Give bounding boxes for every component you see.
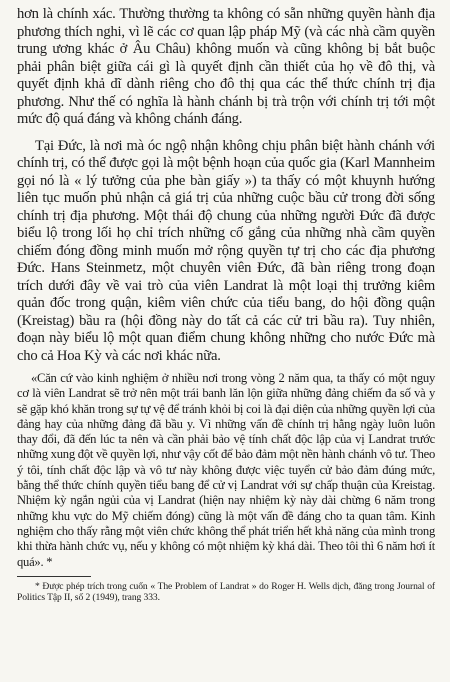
footnote: * Được phép trích trong cuốn « The Problem of Landrat » do Roger H. Wells dịch, đăng trong Journal of Politics Tập II, số 2 (1949), trang 333. (17, 580, 435, 604)
footnote-divider (17, 576, 91, 577)
block-quote: «Căn cứ vào kinh nghiệm ở nhiều nơi trong vòng 2 năm qua, ta thấy có một nguy cơ là viên Landrat sẽ trở nên một trái banh lăn lộn giữa những đảng chiếm đa số và y sẽ gặp khó khăn trong sự tự vệ để tránh khỏi bị coi là đại diện của những quyền lợi của đảng hay của những đảng đã bầu y. Vì những vấn đề chính trị hằng ngày luôn luôn thay đổi, đã đến lúc ta nên và cần phải bảo vệ tính chất độc lập của vị Landrat trước những xung đột về quyền lợi, như vậy cốt để bảo đảm một nền hành chánh vô tư. Theo ý tôi, tính chất độc lập và vô tư này không được việc tuyển cử bảo đảm đúng mức, bằng thể thức chính quyền tiểu bang để cử vị Landrat với sự chấp thuận của Kreistag. Nhiệm kỳ ngắn ngủi của vị Landrat (hiện nay nhiệm kỳ này dài chừng 6 năm trong những khu vực do Mỹ chiếm đóng) cũng là một vấn đề đáng cho ta quan tâm. Kinh nghiệm cho thấy rằng một viên chức không thể phát triển hết khả năng của mình trong khi thừa hành chức vụ, nếu y không có một nhiệm kỳ khá dài. Theo tôi thì 6 năm hơi ít quá». * (17, 371, 435, 569)
body-paragraph: hơn là chính xác. Thường thường ta không có sẵn những quyền hành địa phương thích nghi, vì lẽ các cơ quan lập pháp Mỹ (và các nhà cầm quyền trung ương khác ở Âu Châu) không muốn và cũng không bị bắt buộc phải phân biệt giữa cái gì là quyết định cần thiết của họ về đô thị, và quyết định khả dĩ dành riêng cho đô thị qua các thể thức chính trị địa phương. Như thế có nghĩa là hành chánh bị trà trộn với chính trị tới một mức độ quá đáng và không chánh đáng. (17, 6, 435, 127)
body-paragraph: Tại Đức, là nơi mà óc ngộ nhận không chịu phân biệt hành chánh với chính trị, có thể được gọi là một bệnh hoạn của quốc gia (Karl Mannheim gọi nó là « lý tưởng của phe bàn giấy ») ta thấy có một khuynh hướng liên tục muốn phủ nhận cả giá trị của những cuộc bầu cử trong đời sống chính trị địa phương. Một thái độ chung của những người Đức đã được biểu lộ trong lối họ chỉ trích những cố gắng của những nhà cầm quyền chiếm đóng đồng minh muốn mở rộng quyền tự trị cho các địa phương Đức. Hans Steinmetz, một chuyên viên Đức, đã bàn riêng trong đoạn trích dưới đây về vai trò của viên Landrat là một loại thị trưởng kiêm quản đốc trong quận, kiêm viên chức của tiểu bang, do hội đồng quận (Kreistag) bầu ra (hội đồng này do tất cả các cử tri bầu ra). Tuy nhiên, đoạn này biểu lộ một quan điểm chung không những cho nước Đức mà cho cả Hoa Kỳ và các nơi khác nữa. (17, 137, 435, 364)
